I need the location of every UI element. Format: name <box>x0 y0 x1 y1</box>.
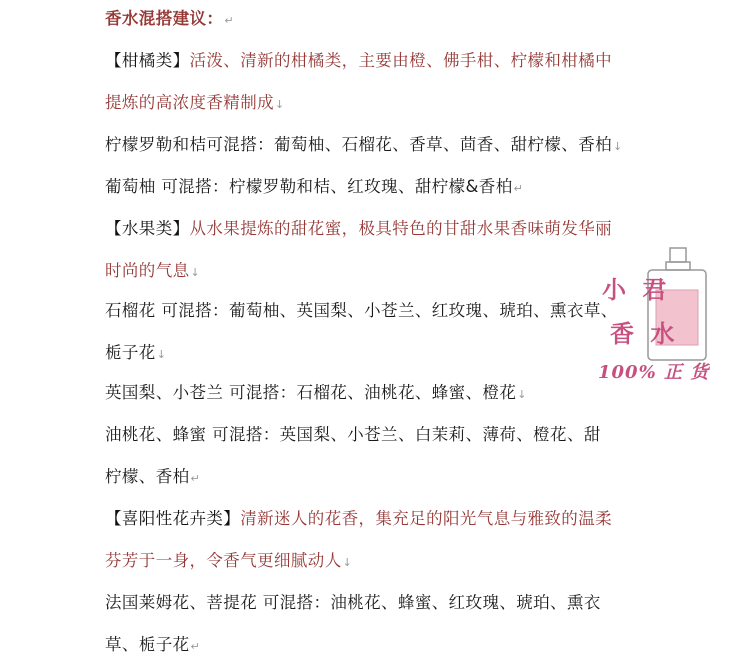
text-line <box>105 382 527 406</box>
paragraph-mark-icon: ↓ <box>156 348 167 361</box>
watermark-brand-line2: 香 水 <box>610 319 679 348</box>
text-line <box>105 550 352 574</box>
watermark-logo <box>590 230 720 390</box>
text-line <box>105 300 618 322</box>
paragraph-mark-icon: ↵ <box>513 182 524 195</box>
category-heading: 【柑橘类】 <box>105 51 190 70</box>
text-line <box>105 342 166 366</box>
pairing-text: 石榴花 可混搭：葡萄柚、英国梨、小苍兰、红玫瑰、琥珀、熏衣草、 <box>105 301 618 320</box>
paragraph-mark-icon: ↓ <box>517 388 527 401</box>
pairing-text: 葡萄柚 可混搭：柠檬罗勒和桔、红玫瑰、甜柠檬&香柏 <box>105 177 513 196</box>
text-line <box>105 424 601 446</box>
watermark-brand-line1: 小 君 <box>602 275 671 304</box>
text-line <box>105 50 612 72</box>
paragraph-mark-icon: ↓ <box>613 140 623 153</box>
paragraph-mark-icon: ↵ <box>190 640 201 653</box>
pairing-text: 柠檬罗勒和桔可混搭：葡萄柚、石榴花、香草、茴香、甜柠檬、香柏 <box>105 135 612 154</box>
category-description: 时尚的气息 <box>105 261 190 280</box>
text-line <box>105 592 601 614</box>
text-line <box>105 218 612 240</box>
pairing-text: 草、栀子花 <box>105 635 190 654</box>
paragraph-mark-icon: ↵ <box>190 472 201 485</box>
paragraph-mark-icon: ↓ <box>275 98 285 111</box>
text-line <box>105 260 200 284</box>
pairing-text: 油桃花、蜂蜜 可混搭：英国梨、小苍兰、白茉莉、薄荷、橙花、甜 <box>105 425 601 444</box>
category-description: 活泼、清新的柑橘类，主要由橙、佛手柑、柠檬和柑橘中 <box>189 51 612 70</box>
category-description: 提炼的高浓度香精制成 <box>105 93 274 112</box>
category-heading: 【喜阳性花卉类】 <box>105 509 241 528</box>
category-description: 从水果提炼的甜花蜜，极具特色的甘甜水果香味萌发华丽 <box>189 219 612 238</box>
category-description: 芬芳于一身，令香气更细腻动人 <box>105 551 342 570</box>
pairing-text: 英国梨、小苍兰 可混搭：石榴花、油桃花、蜂蜜、橙花 <box>105 383 517 402</box>
paragraph-mark-icon: ↵ <box>224 14 234 27</box>
text-line <box>105 8 234 32</box>
text-line <box>105 466 200 490</box>
text-line <box>105 176 523 200</box>
category-heading: 【水果类】 <box>105 219 190 238</box>
category-description: 清新迷人的花香，集充足的阳光气息与雅致的温柔 <box>240 509 613 528</box>
paragraph-mark-icon: ↓ <box>342 556 353 569</box>
pairing-text: 栀子花 <box>105 343 156 362</box>
watermark-authentic-tag: 100% 正 货 <box>598 362 710 383</box>
text-line <box>105 634 200 658</box>
text-line <box>105 92 285 116</box>
text-line <box>105 134 623 158</box>
pairing-text: 柠檬、香柏 <box>105 467 190 486</box>
section-title: 香水混搭建议： <box>105 9 224 28</box>
paragraph-mark-icon: ↓ <box>190 266 201 279</box>
text-line <box>105 508 612 530</box>
pairing-text: 法国莱姆花、菩提花 可混搭：油桃花、蜂蜜、红玫瑰、琥珀、熏衣 <box>105 593 601 612</box>
